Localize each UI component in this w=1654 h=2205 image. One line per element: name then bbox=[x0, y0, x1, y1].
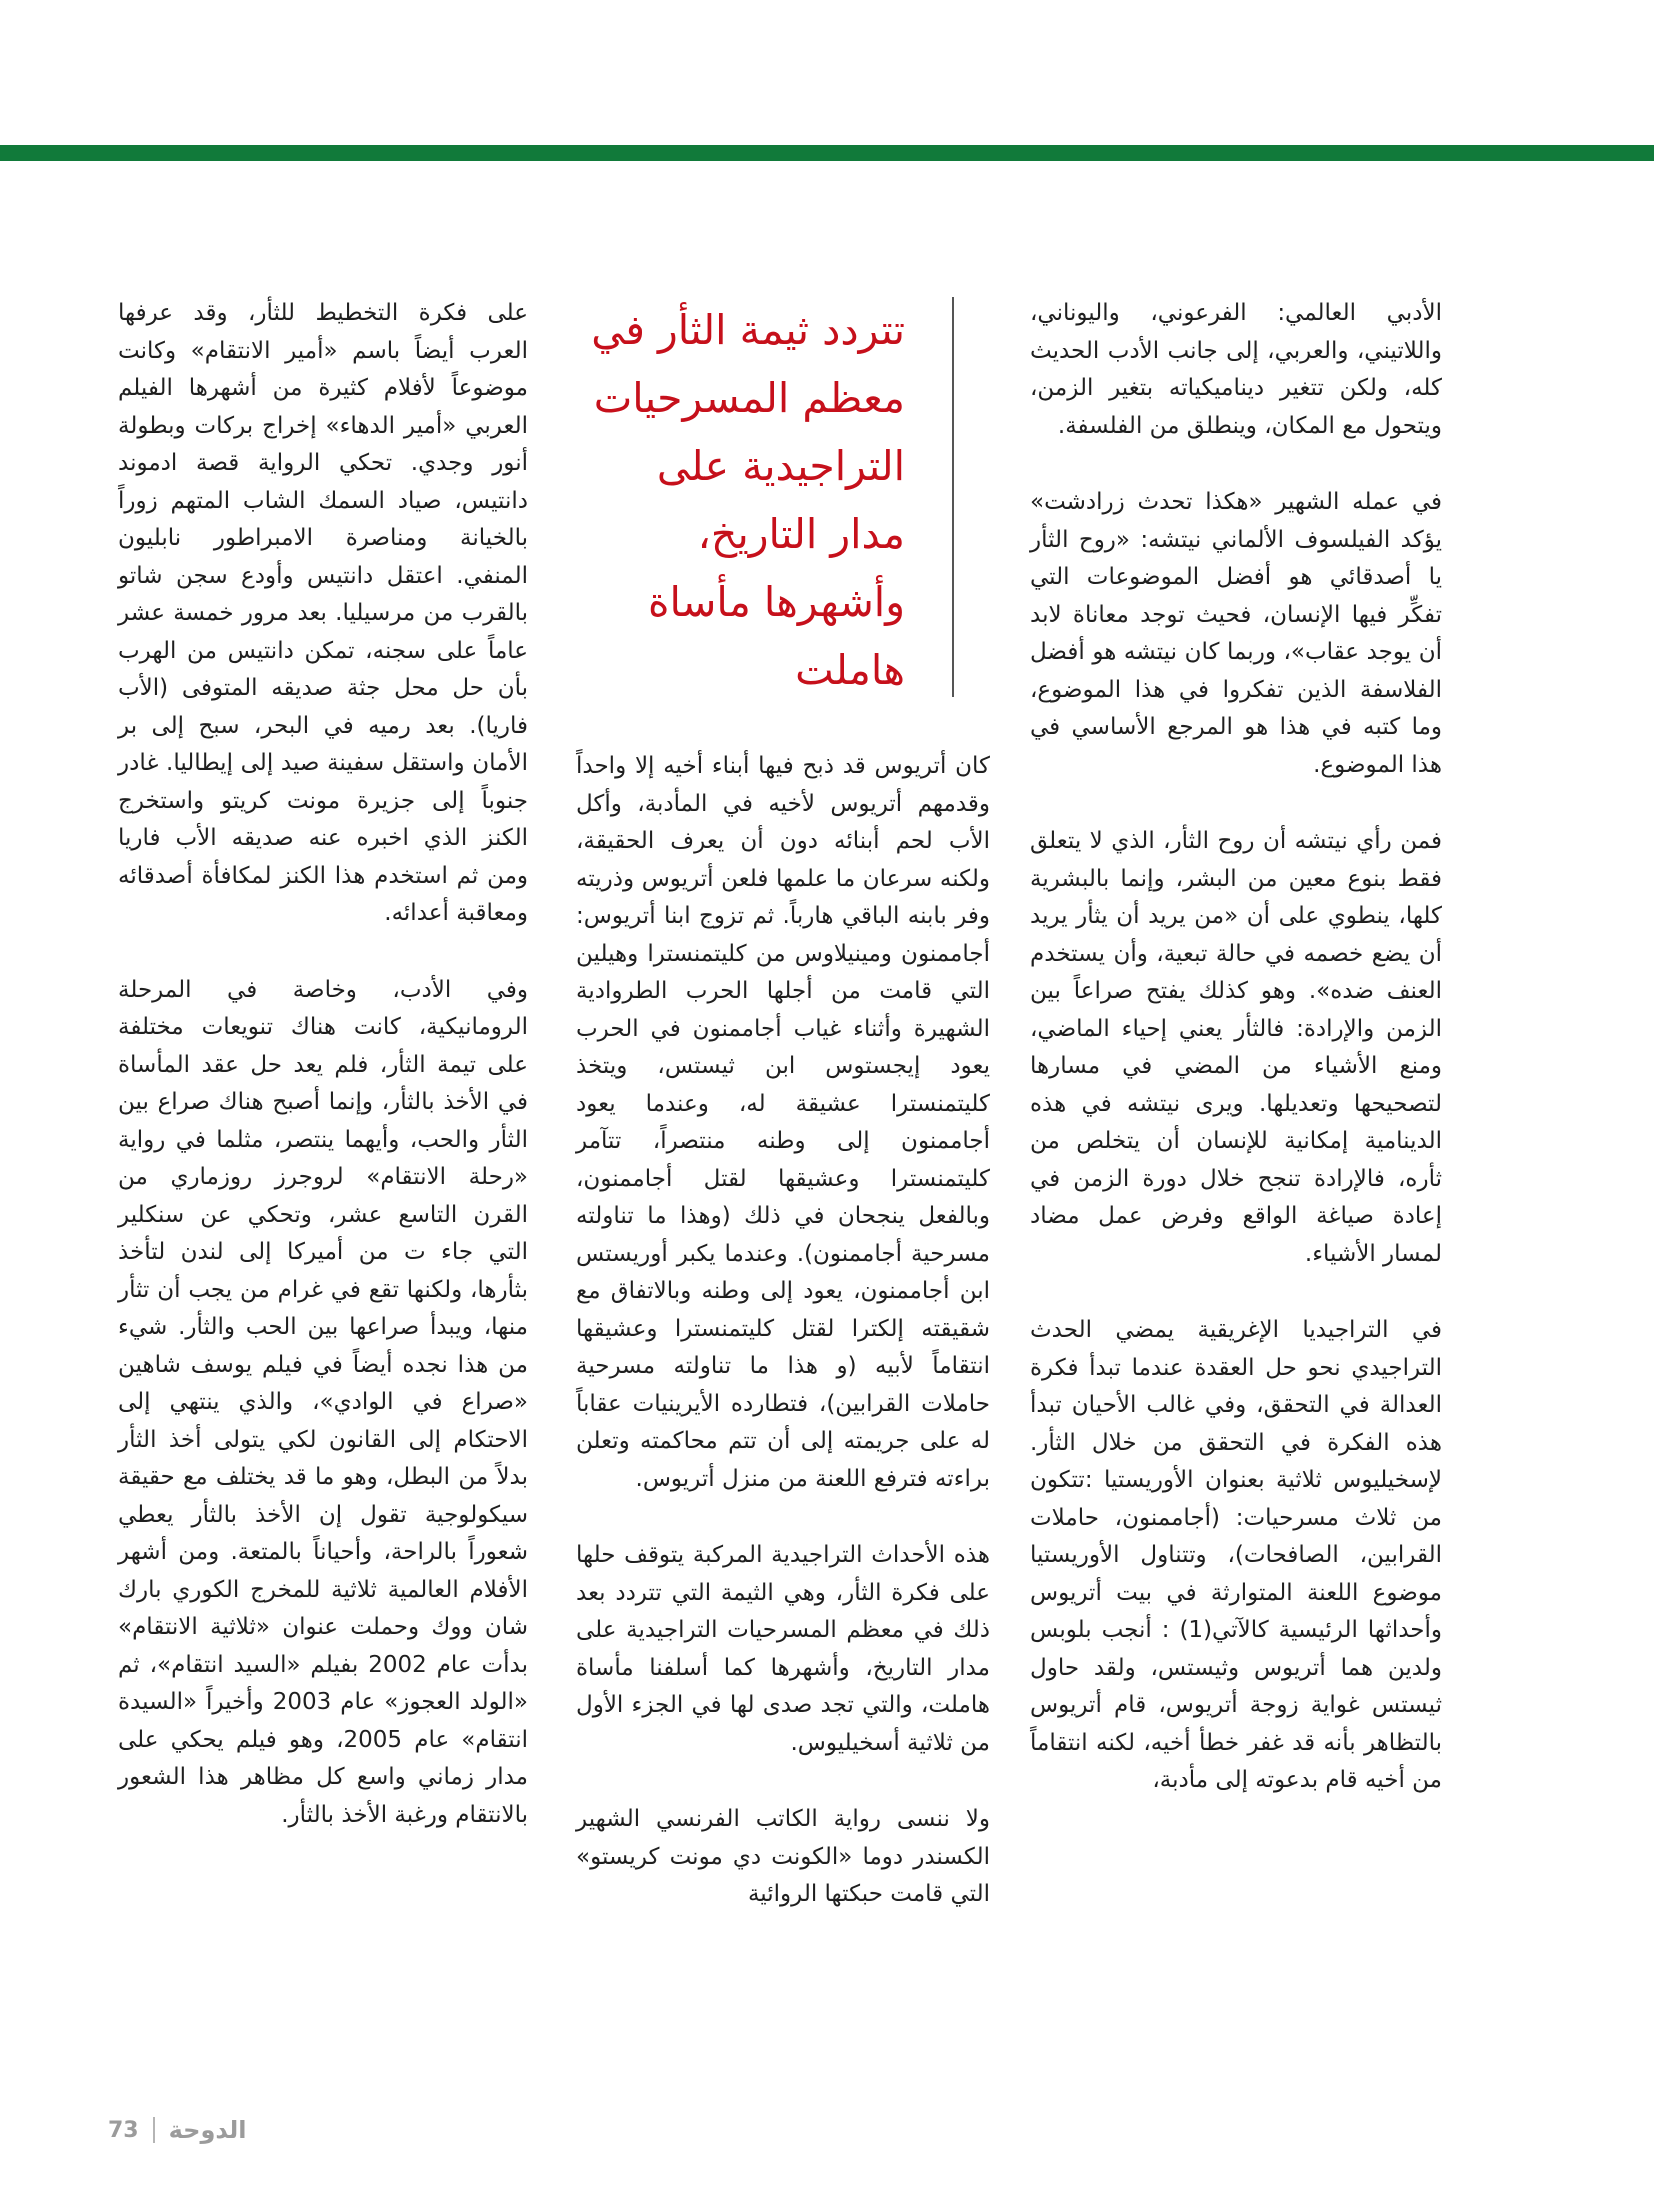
page-number: 73 bbox=[108, 2117, 139, 2143]
paragraph: في التراجيديا الإغريقية يمضي الحدث التراجيدي نحو حل العقدة عندما تبدأ فكرة العدالة في التحقق، وفي غالب الأحيان تبدأ هذه الفكرة في التحقق من خلال الثأر. لإسخيليوس ثلاثية بعنوان الأوريستيا :تتكون من ثلاث مسرحيات: (أجاممنون، حاملات القرابين، الصافحات)، وتتناول الأوريستيا موضوع اللعنة المتوارثة في بيت أتريوس وأحداثها الرئيسية كالآتي(1) : أنجب بلوبس ولدين هما أتريوس وثيستس، ولقد حاول ثيستس غواية زوجة أتريوس، قام أتريوس بالتظاهر بأنه قد غفر خطأ أخيه، لكنه انتقاماً من أخيه قام بدعوته إلى مأدبة، bbox=[1030, 1317, 1442, 1793]
header-color-band bbox=[0, 145, 1654, 161]
text-column-middle bbox=[576, 748, 990, 1914]
footer-divider bbox=[153, 2117, 155, 2143]
text-column-right bbox=[1030, 295, 1442, 1800]
paragraph: على فكرة التخطيط للثأر، وقد عرفها العرب أيضاً باسم «أمير الانتقام» وكانت موضوعاً لأفلام كثيرة من أشهرها الفيلم العربي «أمير الدهاء» إخراج بركات وبطولة أنور وجدي. تحكي الرواية قصة ادموند دانتيس، صياد السمك الشاب المتهم زوراً بالخيانة ومناصرة الامبراطور نابليون المنفي. اعتقل دانتيس وأودع سجن شاتو بالقرب من مرسيليا. بعد مرور خمسة عشر عاماً على سجنه، تمكن دانتيس من الهرب بأن حل محل جثة صديقه المتوفى (الأب فاريا). بعد رميه في البحر، سبح إلى بر الأمان واستقل سفينة صيد إلى إيطاليا. غادر جنوباً إلى جزيرة مونت كريتو واستخرج الكنز الذي اخبره عنه صديقه الأب فاريا ومن ثم استخدم هذا الكنز لمكافأة أصدقائه ومعاقبة أعدائه. bbox=[118, 300, 528, 926]
paragraph: ولا ننسى رواية الكاتب الفرنسي الشهير الكسندر دوما «الكونت دي مونت كريستو» التي قامت حبكتها الروائية bbox=[576, 1806, 990, 1907]
paragraph: فمن رأي نيتشه أن روح الثأر، الذي لا يتعلق فقط بنوع معين من البشر، وإنما بالبشرية كلها، ينطوي على أن «من يريد أن يثأر يريد أن يضع خصمه في حالة تبعية، وأن يستخدم العنف ضده». وهو كذلك يفتح صراعاً بين الزمن والإرادة: فالثأر يعني إحياء الماضي، ومنع الأشياء من المضي في مسارها لتصحيحها وتعديلها. ويرى نيتشه في هذه الدينامية إمكانية للإنسان أن يتخلص من ثأره، فالإرادة تنجح خلال دورة الزمن في إعادة صياغة الواقع وفرض عمل مضاد لمسار الأشياء. bbox=[1030, 828, 1442, 1267]
pull-quote-divider bbox=[952, 297, 954, 697]
paragraph: الأدبي العالمي: الفرعوني، واليوناني، واللاتيني، والعربي، إلى جانب الأدب الحديث كله، ولكن تتغير ديناميكياته بتغير الزمن، ويتحول مع المكان، وينطلق من الفلسفة. bbox=[1030, 300, 1442, 439]
text-column-left bbox=[118, 295, 528, 1834]
paragraph: في عمله الشهير «هكذا تحدث زرادشت» يؤكد الفيلسوف الألماني نيتشه: «روح الثأر يا أصدقائي هو أفضل الموضوعات التي تفكِّر فيها الإنسان، فحيث توجد معاناة لابد أن يوجد عقاب»، وربما كان نيتشه هو أفضل الفلاسفة الذين تفكروا في هذا الموضوع، وما كتبه في هذا هو المرجع الأساسي في هذا الموضوع. bbox=[1030, 489, 1442, 778]
paragraph: هذه الأحداث التراجيدية المركبة يتوقف حلها على فكرة الثأر، وهي الثيمة التي تتردد بعد ذلك في معظم المسرحيات التراجيدية على مدار التاريخ، وأشهرها كما أسلفنا مأساة هاملت، والتي تجد صدى لها في الجزء الأول من ثلاثية أسخيليوس. bbox=[576, 1542, 990, 1756]
page-footer bbox=[108, 2110, 247, 2150]
magazine-name: الدوحة bbox=[168, 2116, 247, 2144]
paragraph: وفي الأدب، وخاصة في المرحلة الرومانيكية، كانت هناك تنويعات مختلفة على تيمة الثأر، فلم يعد حل عقد المأساة في الأخذ بالثأر، وإنما أصبح هناك صراع بين الثأر والحب، وأيهما ينتصر، مثلما في رواية «رحلة الانتقام» لروجرز روزماري من القرن التاسع عشر، وتحكي عن سنكلير التي جاء ت من أميركا إلى لندن لتأخذ بثأرها، ولكنها تقع في غرام من يجب أن تثأر منها، ويبدأ صراعها بين الحب والثأر. شيء من هذا نجده أيضاً في فيلم يوسف شاهين «صراع في الوادي»، والذي ينتهي إلى الاحتكام إلى القانون لكي يتولى أخذ الثأر بدلاً من البطل، وهو ما قد يختلف مع حقيقة سيكولوجية تقول إن الأخذ بالثأر يعطي شعوراً بالراحة، وأحياناً بالمتعة. ومن أشهر الأفلام العالمية ثلاثية للمخرج الكوري بارك شان ووك وحملت عنوان «ثلاثية الانتقام» بدأت عام 2002 بفيلم «السيد انتقام»، ثم «الولد العجوز» عام 2003 وأخيراً «السيدة انتقام» عام 2005، وهو فيلم يحكي على مدار زماني واسع كل مظاهر هذا الشعور بالانتقام ورغبة الأخذ بالثأر. bbox=[118, 976, 528, 1828]
pull-quote: تتردد ثيمة الثأر في معظم المسرحيات التراجيدية على مدار التاريخ، وأشهرها مأساة هاملت bbox=[591, 306, 905, 694]
paragraph: كان أتريوس قد ذبح فيها أبناء أخيه إلا واحداً وقدمهم أتريوس لأخيه في المأدبة، وأكل الأب لحم أبنائه دون أن يعرف الحقيقة، ولكنه سرعان ما علمها فلعن أتريوس وذريته وفر بابنه الباقي هارباً. ثم تزوج ابنا أتريوس: أجاممنون ومينيلاوس من كليتمنسترا وهيلين التي قامت من أجلها الحرب الطروادية الشهيرة وأثناء غياب أجاممنون في الحرب يعود إيجستوس ابن ثيستس، ويتخذ كليتمنسترا عشيقة له، وعندما يعود أجاممنون إلى وطنه منتصراً، تتآمر كليتمنسترا وعشيقها لقتل أجاممنون، وبالفعل ينجحان في ذلك (وهذا ما تناولته مسرحية أجاممنون). وعندما يكبر أوريستس ابن أجاممنون، يعود إلى وطنه وبالاتفاق مع شقيقته إلكترا لقتل كليتمنسترا وعشيقها انتقاماً لأبيه (و هذا ما تناولته مسرحية حاملات القرابين)، فتطارده الأيرينيات عقاباً له على جريمته إلى أن تتم محاكمته وتعلن براءته فترفع اللعنة من منزل أتريوس. bbox=[576, 753, 990, 1492]
